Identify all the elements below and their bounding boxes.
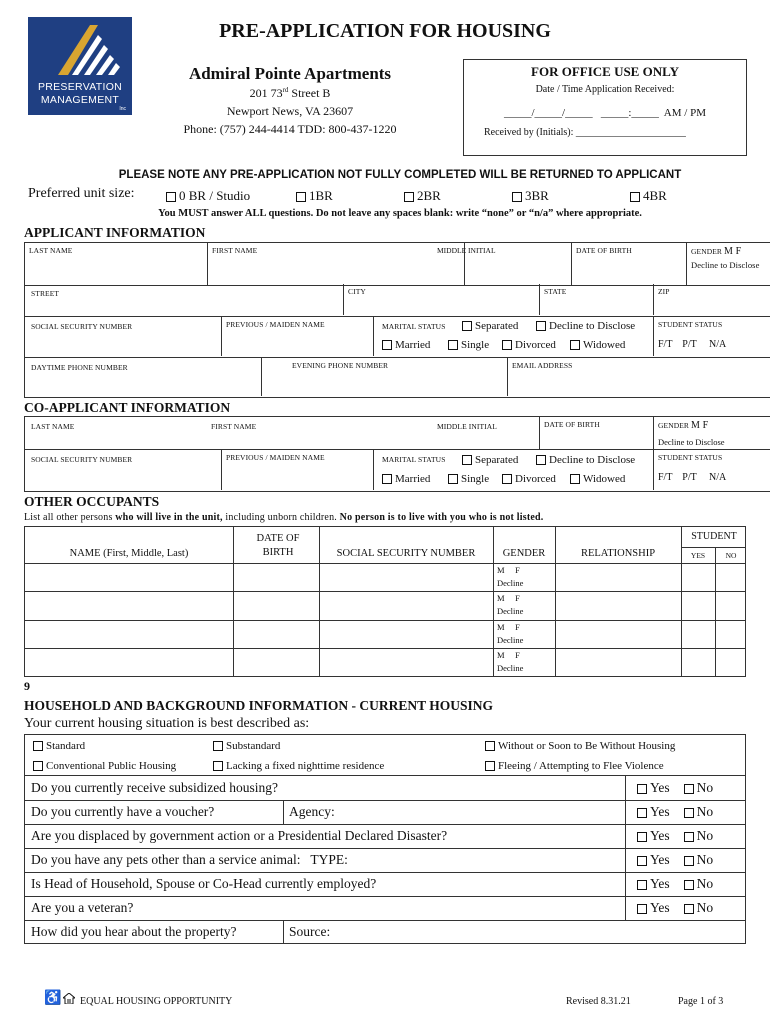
applicant-dob[interactable] [572,243,687,286]
housing-situation-label: Your current housing situation is best described as: [24,716,310,731]
office-date-field[interactable]: _____/_____/_____ _____:_____ AM / PM [504,107,706,119]
occupants-table [24,526,746,677]
eve-phone-label: EVENING PHONE NUMBER [292,361,389,370]
office-received-field[interactable]: Received by (Initials): ______________________ [484,127,686,138]
applicant-address-row [24,284,770,317]
applicant-middle-label: MIDDLE INITIAL [437,246,496,255]
incomplete-notice: PLEASE NOTE ANY PRE-APPLICATION NOT FULLY COMPLETED WILL BE RETURNED TO APPLICANT [118,169,682,181]
checkbox-icon[interactable] [536,321,546,331]
prev-name-label: PREVIOUS / MAIDEN NAME [226,320,325,329]
checkbox-icon[interactable] [637,880,647,890]
co-dob-cell[interactable] [539,417,604,449]
occupants-heading: OTHER OCCUPANTS [24,494,160,509]
co-single-option[interactable]: Single [448,473,489,485]
married-option[interactable]: Married [382,339,430,351]
checkbox-icon[interactable] [536,455,546,465]
property-address [160,86,420,101]
question-displaced: Are you displaced by government action or a Presidential Declared Disaster? [31,828,448,843]
opt-conventional[interactable]: Conventional Public Housing [33,760,176,772]
yn-pets[interactable]: Yes No [637,852,713,868]
ssn-label: SOCIAL SECURITY NUMBER [31,322,133,331]
coapplicant-ssn-row [24,450,770,492]
checkbox-icon[interactable] [382,474,392,484]
zip-cell[interactable] [653,284,674,315]
coapplicant-name-row [24,416,770,450]
decline-option[interactable]: Decline to Disclose [536,320,635,332]
checkbox-icon[interactable] [448,340,458,350]
checkbox-icon[interactable] [485,741,495,751]
equal-housing-icon [63,991,75,1002]
address-street: Street B [288,86,331,100]
address-sup: rd [282,86,289,94]
opt-standard[interactable]: Standard [33,740,85,752]
day-phone-label: DAYTIME PHONE NUMBER [31,363,128,372]
city-label: CITY [348,287,366,296]
logo-text-2: MANAGEMENT [40,94,120,106]
questions-table [24,776,746,944]
co-decline-option[interactable]: Decline to Disclose [536,454,635,466]
state-label: STATE [544,287,567,296]
co-marital-label: MARITAL STATUS [382,455,446,464]
co-married-option[interactable]: Married [382,473,430,485]
co-last-label: LAST NAME [31,422,75,431]
widowed-option[interactable]: Widowed [570,339,625,351]
question-subsidized: Do you currently receive subsidized housing? [31,780,279,795]
checkbox-icon[interactable] [570,474,580,484]
occupant-row-3-gender[interactable]: M F Decline [497,622,524,645]
co-divorced-option[interactable]: Divorced [502,473,556,485]
equal-housing-text: EQUAL HOUSING OPPORTUNITY [80,996,233,1007]
yn-veteran[interactable]: Yes No [637,900,713,916]
unit-opt-1[interactable] [296,188,333,204]
field-label: GENDER M F [691,246,742,257]
zip-label: ZIP [658,287,670,296]
stray-number: 9 [24,679,30,693]
checkbox-icon[interactable] [462,455,472,465]
occupant-row-1-gender[interactable]: M F Decline [497,565,524,588]
decline-label: Decline to Disclose [691,260,760,270]
checkbox-icon[interactable] [33,761,43,771]
checkbox-icon[interactable] [448,474,458,484]
co-first-label: FIRST NAME [211,422,257,431]
email-label: EMAIL ADDRESS [512,361,573,370]
applicant-phone-row [24,358,770,398]
col-name-header: NAME (First, Middle, Last) [69,548,189,559]
divorced-option[interactable]: Divorced [502,339,556,351]
office-use-box [463,59,747,156]
unit-opt-label: 3BR [525,188,549,203]
prev-name-cell[interactable] [221,317,329,356]
separated-option[interactable]: Separated [462,320,518,332]
unit-opt-label: 4BR [643,188,667,203]
revised-date: Revised 8.31.21 [566,996,631,1007]
question-veteran: Are you a veteran? [31,900,134,915]
co-student-options: F/T P/T N/A [658,472,727,483]
eve-phone-cell[interactable] [261,358,392,396]
field-label: DATE OF BIRTH [576,246,632,255]
accessibility-icon: ♿ [44,991,62,1006]
question-employed: Is Head of Household, Spouse or Co-Head currently employed? [31,876,377,891]
applicant-ssn-row [24,317,770,358]
checkbox-icon[interactable] [684,784,694,794]
preservation-logo [28,17,132,115]
unit-opt-4[interactable] [630,188,667,204]
student-options: F/T P/T N/A [658,339,727,350]
checkbox-icon[interactable] [630,192,640,202]
unit-opt-label: 0 BR / Studio [179,188,251,203]
checkbox-icon[interactable] [33,741,43,751]
office-use-title: FOR OFFICE USE ONLY [531,64,679,79]
checkbox-icon[interactable] [502,474,512,484]
property-phone: Phone: (757) 244-4414 TDD: 800-437-1220 [183,122,397,136]
checkbox-icon[interactable] [485,761,495,771]
checkbox-icon[interactable] [502,340,512,350]
household-heading: HOUSEHOLD AND BACKGROUND INFORMATION - CURRENT HOUSING [24,698,494,713]
applicant-gender[interactable] [687,243,770,286]
co-gender-cell[interactable] [653,417,770,449]
opt-substandard[interactable]: Substandard [213,740,280,752]
checkbox-icon[interactable] [166,192,176,202]
agency-field[interactable]: Agency: [289,804,335,819]
question-how-hear: How did you hear about the property? [31,924,237,939]
col-student-header: STUDENT [691,531,737,542]
property-city: Newport News, VA 23607 [226,104,354,118]
occupant-row-4-gender[interactable]: M F Decline [497,650,524,673]
question-pets: Do you have any pets other than a service animal: TYPE: [31,852,348,867]
co-middle-label: MIDDLE INITIAL [437,422,497,431]
page-number: Page 1 of 3 [678,996,724,1007]
city-cell[interactable] [343,284,370,315]
yn-displaced[interactable]: Yes No [637,828,713,844]
co-prev-name-label: PREVIOUS / MAIDEN NAME [226,453,325,462]
col-dob-header: DATE OF BIRTH [256,533,300,558]
property-name: Admiral Pointe Apartments [188,64,392,83]
unit-size-label: Preferred unit size: [28,186,135,201]
housing-situation-box [24,734,746,776]
checkbox-icon[interactable] [684,832,694,842]
opt-lacking[interactable]: Lacking a fixed nighttime residence [213,760,384,772]
applicant-table [24,242,770,286]
col-no-header: NO [725,551,737,560]
col-ssn-header: SOCIAL SECURITY NUMBER [336,548,476,559]
yn-subsidized[interactable]: Yes No [637,780,713,796]
checkbox-icon[interactable] [296,192,306,202]
checkbox-icon[interactable] [637,904,647,914]
applicant-heading: APPLICANT INFORMATION [24,225,206,240]
co-gender-label: GENDER M F [658,420,709,431]
applicant-last-name[interactable] [25,243,208,286]
co-separated-option[interactable]: Separated [462,454,518,466]
unit-opt-label: 1BR [309,188,333,203]
checkbox-icon[interactable] [382,340,392,350]
checkbox-icon[interactable] [684,904,694,914]
street-label: STREET [31,289,60,298]
checkbox-icon[interactable] [213,741,223,751]
checkbox-icon[interactable] [213,761,223,771]
address-number: 201 73 [249,86,283,100]
co-student-cell[interactable] [653,450,770,490]
office-date-label: Date / Time Application Received: [535,84,675,95]
checkbox-icon[interactable] [637,856,647,866]
co-marital-cell [373,450,654,490]
student-cell[interactable] [653,317,770,356]
marital-label: MARITAL STATUS [382,322,446,331]
logo-mountain-icon [28,17,132,77]
unit-opt-2[interactable] [404,188,441,204]
checkbox-icon[interactable] [637,832,647,842]
yn-voucher[interactable]: Yes No [637,804,713,820]
yn-employed[interactable]: Yes No [637,876,713,892]
must-answer-note: You MUST answer ALL questions. Do not leave any spaces blank: write “none” or “n/a” where appropriate. [158,208,642,219]
single-option[interactable]: Single [448,339,489,351]
coapplicant-heading: CO-APPLICANT INFORMATION [24,400,231,415]
unit-opt-label: 2BR [417,188,441,203]
checkbox-icon[interactable] [684,880,694,890]
applicant-first-name[interactable] [208,243,465,286]
checkbox-icon[interactable] [462,321,472,331]
source-field[interactable]: Source: [289,924,331,939]
logo-inc: Inc [119,106,126,112]
logo-text-1: PRESERVATION [37,81,123,93]
col-yes-header: YES [690,551,706,560]
unit-opt-0[interactable] [166,188,250,204]
opt-without-housing[interactable]: Without or Soon to Be Without Housing [485,740,675,752]
co-decline-label: Decline to Disclose [658,437,725,447]
state-cell[interactable] [539,284,570,315]
co-student-label: STUDENT STATUS [658,453,723,462]
question-voucher: Do you currently have a voucher? [31,804,215,819]
co-dob-label: DATE OF BIRTH [544,420,600,429]
checkbox-icon[interactable] [637,808,647,818]
checkbox-icon[interactable] [404,192,414,202]
col-gender-header: GENDER [502,548,546,559]
field-label: FIRST NAME [212,246,258,255]
co-ssn-label: SOCIAL SECURITY NUMBER [31,455,133,464]
opt-fleeing[interactable]: Fleeing / Attempting to Flee Violence [485,760,664,772]
marital-cell [373,317,654,356]
checkbox-icon[interactable] [512,192,522,202]
page-title: PRE-APPLICATION FOR HOUSING [219,20,551,42]
email-cell[interactable] [507,358,576,396]
co-prev-name-cell[interactable] [221,450,329,490]
co-widowed-option[interactable]: Widowed [570,473,625,485]
unit-opt-3[interactable] [512,188,549,204]
checkbox-icon[interactable] [570,340,580,350]
checkbox-icon[interactable] [684,856,694,866]
occupant-row-2-gender[interactable]: M F Decline [497,593,524,616]
occupants-intro: List all other persons who will live in the unit, including unborn children. No person is to live with you who is not listed. [24,512,544,523]
checkbox-icon[interactable] [637,784,647,794]
student-label: STUDENT STATUS [658,320,723,329]
field-label: LAST NAME [29,246,73,255]
col-rel-header: RELATIONSHIP [580,548,656,559]
checkbox-icon[interactable] [684,808,694,818]
